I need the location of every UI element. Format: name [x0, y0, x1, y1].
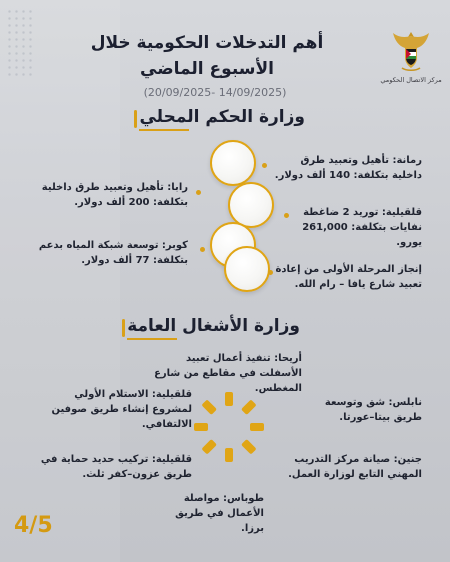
decorative-circle: [224, 246, 270, 292]
date-range: (14/09/2025 -20/09/2025): [143, 86, 287, 99]
list-item-rummana: رمانة: تأهيل وتعبيد طرق داخلية بتكلفة: 140 ألف دولار.: [274, 155, 422, 181]
list-item-tubas: طوباس: مواصلة الأعمال في طريق برزا.: [175, 493, 264, 534]
list-item-qalqilya-compactors: قلقيلية: توريد 2 ضاغطة نفايات بتكلفة: 261,000 يورو.: [302, 207, 422, 248]
page-number: 4/5: [14, 513, 53, 538]
section-heading-local-government: [139, 107, 305, 127]
page-title-line-1: أهم التدخلات الحكومية خلال: [90, 33, 324, 53]
section-heading-public-works: [127, 316, 300, 336]
decorative-circle: [210, 140, 256, 186]
list-item-nablus: نابلس: شق وتوسعة طريق بيتا–عورتا.: [324, 397, 422, 423]
list-item-jenin: جنين: صيانة مركز التدريب المهني التابع لوزارة العمل.: [288, 454, 422, 480]
page-title: [82, 30, 332, 82]
page-title-line-2: الأسبوع الماضي: [140, 59, 274, 79]
bullet-dot: [196, 190, 201, 195]
list-item-qalqilya-sufin: قلقيلية: الاستلام الأولي لمشروع إنشاء طريق صوفين الالتفافي.: [51, 389, 192, 430]
bullet-dot: [262, 163, 267, 168]
logo-caption: مركز الاتصال الحكومي: [380, 76, 442, 84]
list-item-kobar: كوبر: توسعة شبكة المياه بدعم بتكلفة: 77 ألف دولار.: [38, 240, 188, 266]
list-item-raba: رابا: تأهيل وتعبيد طرق داخلية بتكلفة: 200 ألف دولار.: [41, 182, 188, 208]
heading-underline: [139, 129, 189, 131]
section-heading-public-works-text: وزارة الأشغال العامة: [127, 316, 300, 336]
eagle-emblem-icon: [390, 28, 432, 74]
section-heading-local-government-text: وزارة الحكم المحلي: [139, 107, 305, 127]
heading-underline: [127, 338, 177, 340]
heading-accent-bracket: [122, 319, 125, 337]
list-item-jericho: أريحا: تنفيذ أعمال تعبيد الأسفلت في مقاطع من شارع المغطس.: [154, 353, 302, 394]
bullet-dot: [200, 247, 205, 252]
government-logo: [378, 28, 444, 84]
list-item-jaffa-street: إنجاز المرحلة الأولى من إعادة تعبيد شارع يافا – رام الله.: [275, 264, 422, 290]
heading-accent-bracket: [134, 110, 137, 128]
list-item-qalqilya-azzun: قلقيلية: تركيب حديد حماية في طريق عزون–كفر ثلث.: [40, 454, 192, 480]
sun-burst-graphic: [192, 390, 266, 464]
